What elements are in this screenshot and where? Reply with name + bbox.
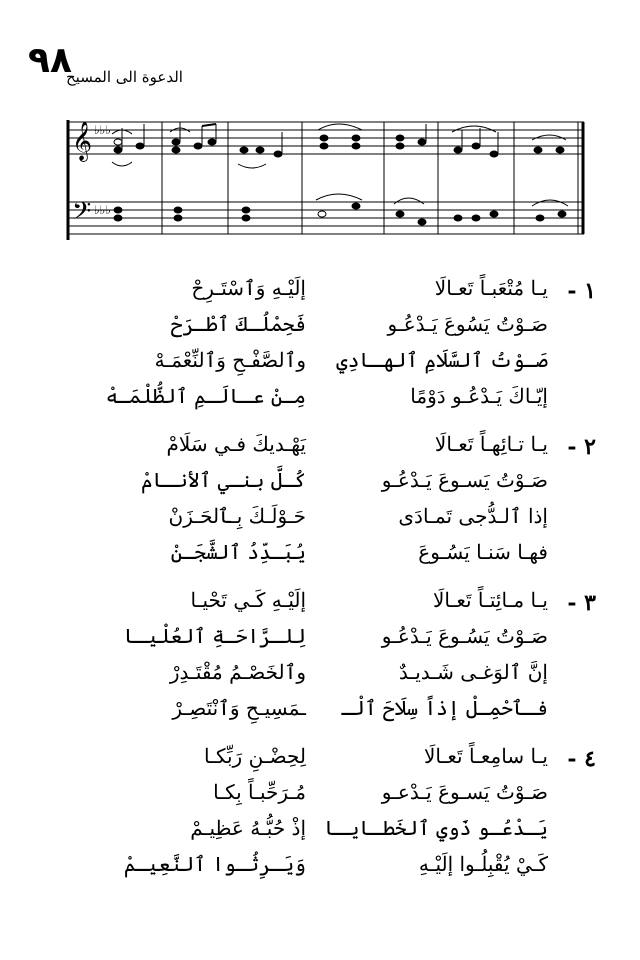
line-right-half: صَـوْتُ ٱلسَّلَامِ ٱلهـادِي (336, 348, 548, 372)
verse-number: ١ - (567, 278, 596, 304)
line-right-half: إنَّ ٱلوَغـى شَـديـدٌ (398, 660, 548, 684)
verse-line (0, 504, 640, 536)
line-left-half: حَـوْلَـكَ بِـٱلحَـزَنْ (168, 504, 306, 528)
line-right-half: إذا ٱلـدُّجى تَمـادَى (398, 504, 548, 528)
line-right-half: يَـدْعُـو ذَوي ٱلخَطـايـا (324, 816, 548, 840)
page-number: ٩٨ (28, 40, 72, 81)
verse-line (0, 540, 640, 572)
line-left-half: ـمَسِيـحِ وَٱنْتَصِـرْ (172, 696, 306, 720)
line-left-half: فَحِمْلُـكَ ٱطْـرَحْ (170, 312, 306, 336)
line-left-half: إلَيْـهِ وَٱسْتَـرِحْ (191, 276, 306, 300)
svg-text:♭♭♭: ♭♭♭ (94, 203, 111, 217)
line-left-half: إذْ حُبُّـهُ عَظِيـمْ (190, 816, 306, 840)
verse-line (0, 696, 640, 728)
line-left-half: إلَيْـهِ كَـي تَحْيـا (190, 588, 306, 612)
svg-text:𝄢: 𝄢 (72, 197, 92, 232)
verse-line (0, 384, 640, 416)
verse-line (0, 432, 640, 464)
hymn-title: الدعوة الى المسيح (66, 68, 183, 86)
verse-line (0, 852, 640, 884)
line-right-half: صَـوْتُ يَسُـوعَ يَـدْعُـو (381, 624, 548, 648)
line-left-half: لِحِضْـنِ رَبِّكـا (203, 744, 306, 768)
verse-line (0, 780, 640, 812)
music-score (66, 112, 586, 252)
line-left-half: وٱلصَّفْـحِ وَٱلنِّعْمَـهْ (154, 348, 306, 372)
line-right-half: كَـيْ يُقْبِلُـوا إلَيْـهِ (418, 852, 548, 876)
verse-line (0, 624, 640, 656)
verse-number: ٤ - (567, 746, 596, 772)
line-right-half: صَـوْتُ يَسـوعَ يَـدْعُـو (381, 468, 548, 492)
line-right-half: يـا سامِعـاً تَعـالَا (424, 744, 548, 768)
line-right-half: يـا مـائِتـاً تَعـالَا (432, 588, 548, 612)
verse-number: ٣ - (567, 590, 596, 616)
line-left-half: لِلـرَّاحَـةِ ٱلعُلْيـا (123, 624, 306, 648)
verse-number: ٢ - (567, 434, 596, 460)
line-right-half: يـا مُتْعَبـاً تَعـالَا (434, 276, 548, 300)
verse-line (0, 744, 640, 776)
line-left-half: مِـنْ عـالَـمِ ٱلظُّلْمَـهْ (105, 384, 306, 408)
line-right-half: فـٱحْمِـلْ إذاً سِلَاحَ ٱلْـ (341, 696, 548, 720)
verse-line (0, 468, 640, 500)
line-right-half: يـا تـائِهـاً تَعـالَا (434, 432, 548, 456)
line-right-half: صَـوْتُ يَسُوعَ يَـدْعُـو (387, 312, 548, 336)
line-left-half: كُـلَّ بنـي ٱلأنـامْ (140, 468, 306, 492)
line-left-half: مُـرَحِّبـاً بِكـا (213, 780, 306, 804)
line-left-half: يَهْـديكَ فـي سَلَامْ (166, 432, 306, 456)
line-left-half: يُبَـدِّدُ ٱلشَّجَـنْ (170, 540, 306, 564)
verse-line (0, 312, 640, 344)
line-right-half: صَـوْتُ يَسـوعَ يَـدْعـو (381, 780, 548, 804)
verse-line (0, 816, 640, 848)
line-left-half: وٱلخَصْـمُ مُقْتَـدِرْ (169, 660, 306, 684)
line-left-half: وَيَـرِثُـوا ٱلنَّعِيـمْ (123, 852, 306, 876)
verse-line (0, 588, 640, 620)
svg-text:♭♭♭: ♭♭♭ (94, 123, 111, 137)
line-right-half: إيّـاكَ يَـدْعُـو دَوْمًا (410, 384, 548, 408)
verse-line (0, 348, 640, 380)
line-right-half: فهـا سَنـا يَسُـوعَ (418, 540, 548, 564)
verse-line (0, 276, 640, 308)
verse-line (0, 660, 640, 692)
svg-text:𝄞: 𝄞 (72, 121, 93, 161)
